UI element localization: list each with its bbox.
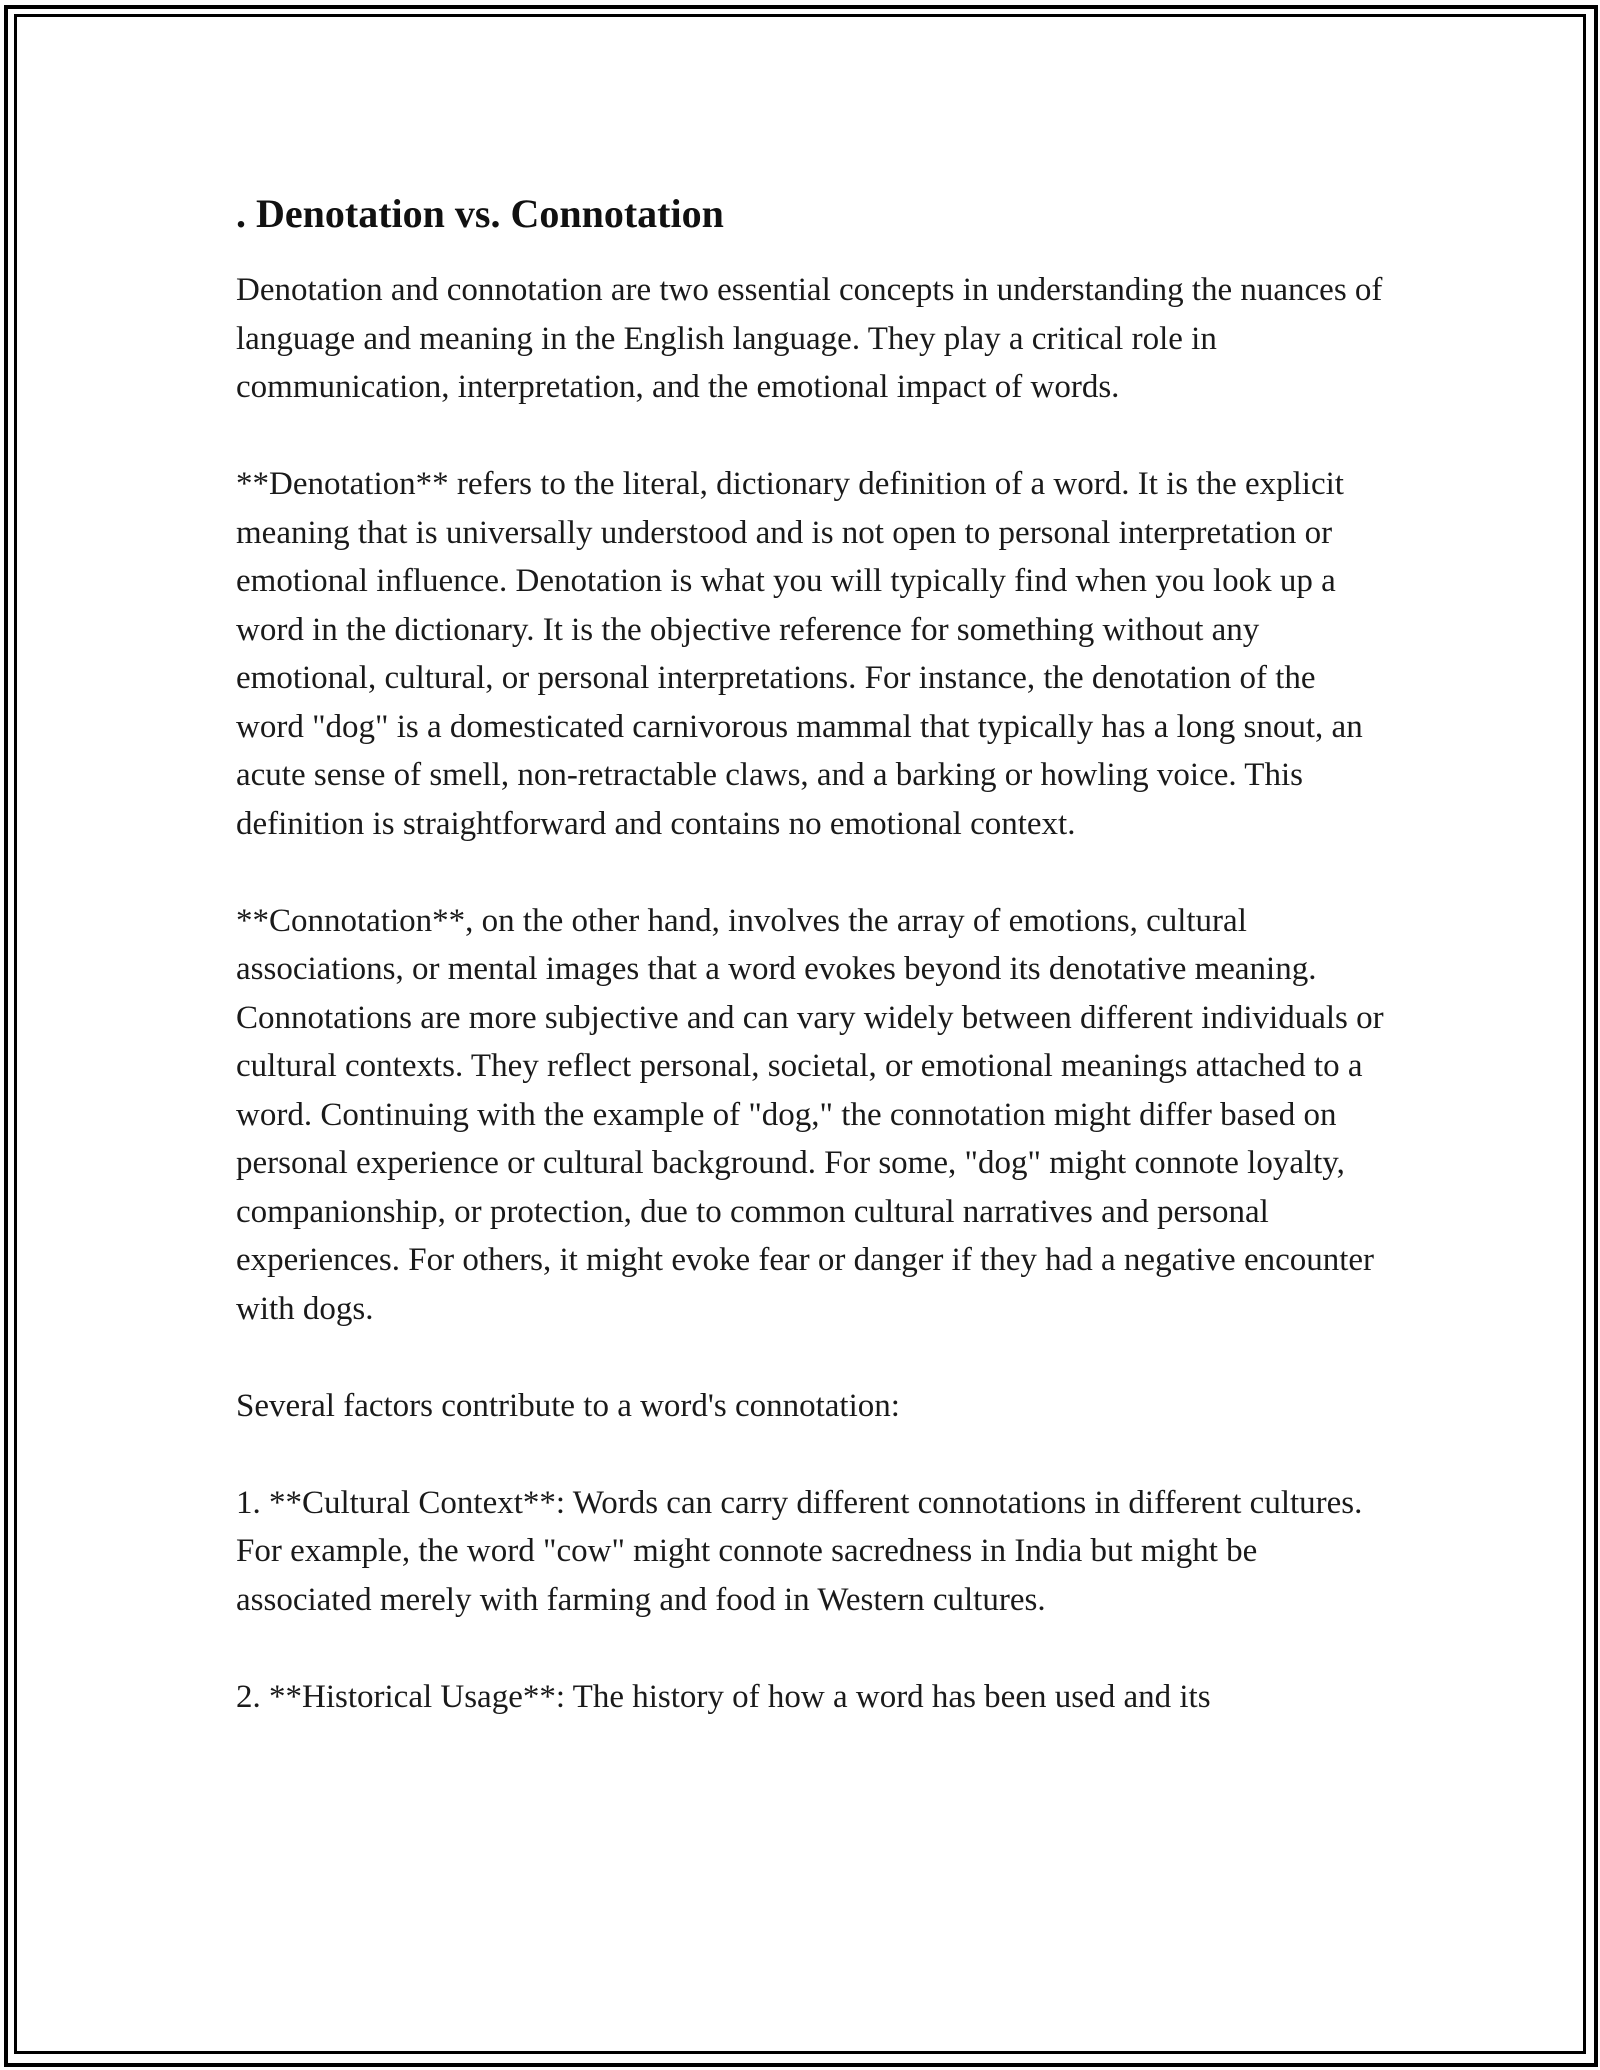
connotation-paragraph: **Connotation**, on the other hand, involves the array of emotions, cultural associations, or mental images that a word evokes beyond its denotative meaning. Connotations are more subjective and can vary widely between different individuals or cultural contexts. They reflect personal, societal, or emotional meanings attached to a word. Continuing with the example of "dog," the connotation might differ based on personal experience or cultural background. For some, "dog" might connote loyalty, companionship, or protection, due to common cultural narratives and personal experiences. For others, it might evoke fear or danger if they had a negative encounter with dogs.: [236, 902, 1384, 1327]
factors-intro-paragraph: Several factors contribute to a word's connotation:: [236, 1387, 900, 1424]
section-heading: . Denotation vs. Connotation: [236, 191, 724, 236]
factor-cultural-context: 1. **Cultural Context**: Words can carry different connotations in different cultures. For example, the word "cow" might connote sacredness in India but might be associated merely with farming and food in Western cultures.: [236, 1484, 1363, 1618]
document-body: [236, 186, 1386, 1770]
intro-paragraph: Denotation and connotation are two essential concepts in understanding the nuances of language and meaning in the English language. They play a critical role in communication, interpretation, and the emotional impact of words.: [236, 272, 1383, 405]
denotation-paragraph: **Denotation** refers to the literal, dictionary definition of a word. It is the explicit meaning that is universally understood and is not open to personal interpretation or emotional influence. Denotation is what you will typically find when you look up a word in the dictionary. It is the objective reference for something without any emotional, cultural, or personal interpretations. For instance, the denotation of the word "dog" is a domesticated carnivorous mammal that typically has a long snout, an acute sense of smell, non-retractable claws, and a barking or howling voice. This definition is straightforward and contains no emotional context.: [236, 466, 1363, 842]
factor-historical-usage: 2. **Historical Usage**: The history of how a word has been used and its: [236, 1678, 1211, 1715]
